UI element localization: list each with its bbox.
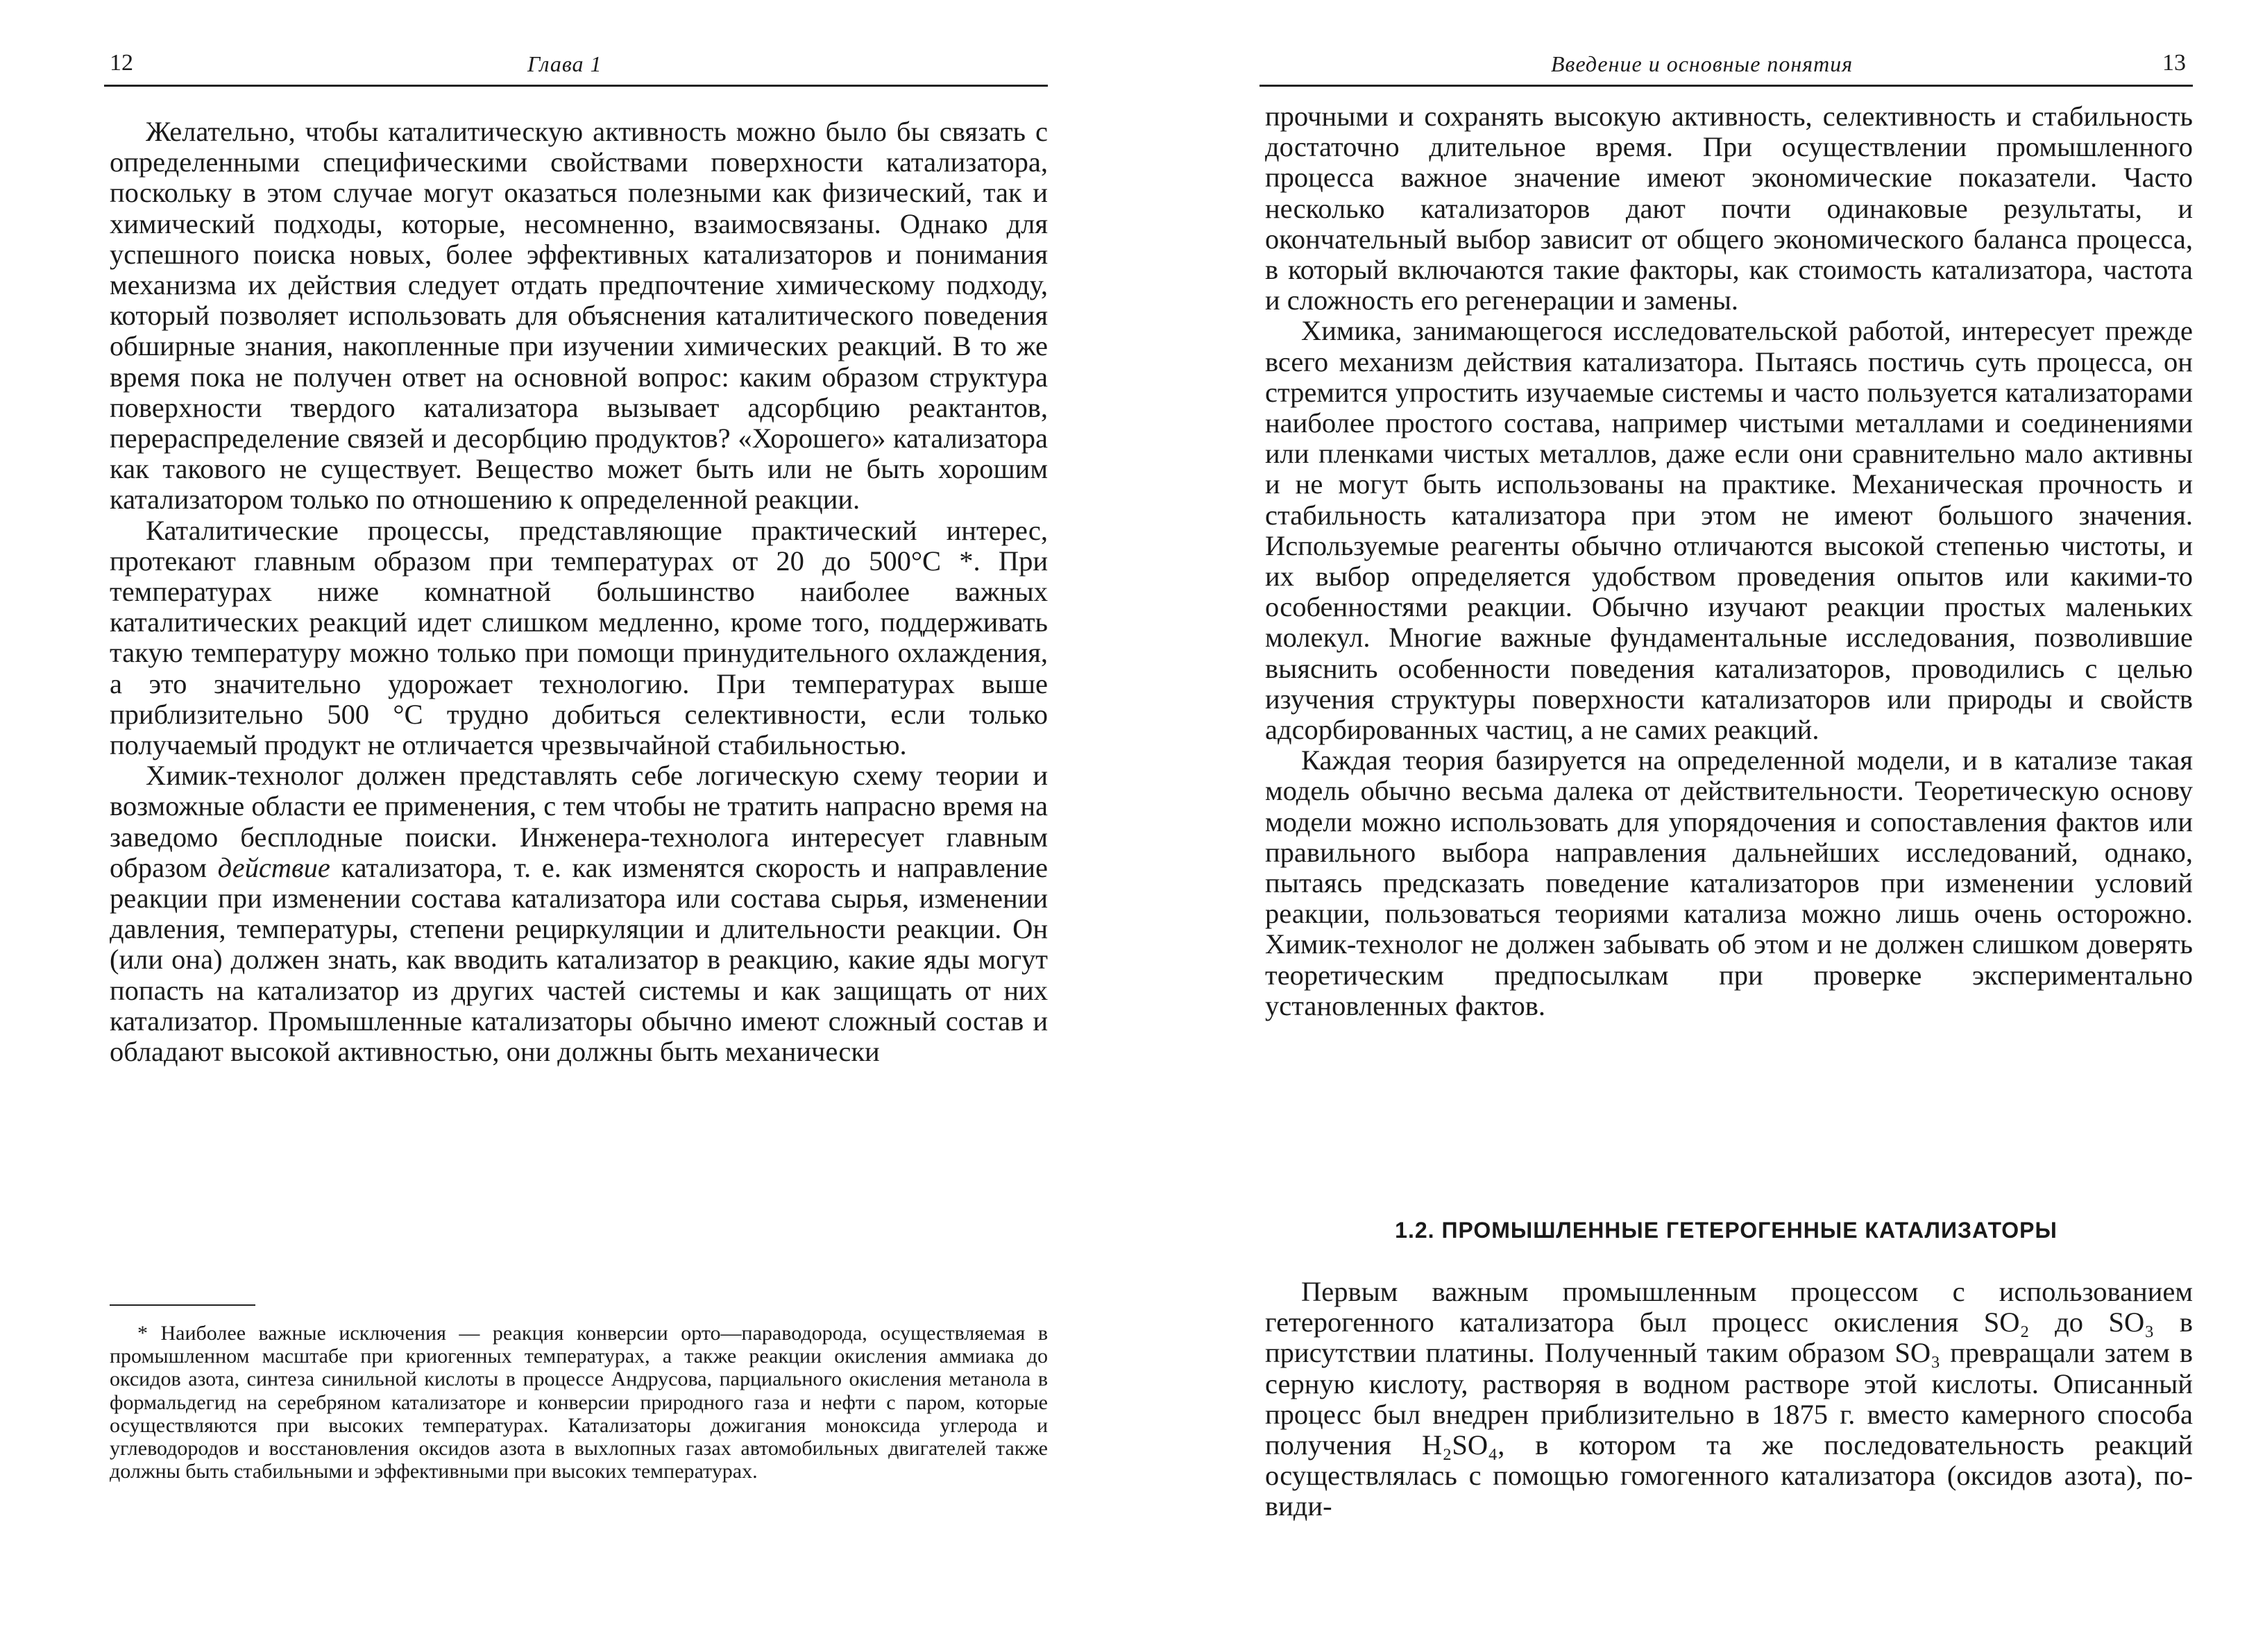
footnote-rule xyxy=(110,1304,255,1306)
right-running-head xyxy=(1259,43,2193,87)
left-paragraph-3 xyxy=(110,760,1048,1067)
right-paragraph-2: Химика, занимающегося исследовательской работой, интересует прежде всего механизм действия катализатора. Пытаясь постичь суть процесса, он стремится упростить изучаемые системы и часто пользуется катализаторами наиболее простого состава, например чистыми металлами и соединениями или пленками чистых металлов, даже если они сравнительно мало активны и не могут быть использованы на практике. Механическая прочность и стабильность катализатора при этом не имеют большого значения. Используемые реагенты обычно отличаются высокой степенью чистоты, и их выбор определяется удобством проведения опытов или какими-то особенностями реакции. Обычно изучают реакции простых маленьких молекул. Многие важные фундаментальные исследования, позволившие выяснить особенности поведения катализаторов, проводились с целью изучения структуры поверхности катализаторов или природы и свойств адсорбированных частиц, а не самих реакций. xyxy=(1265,315,2193,746)
right-page xyxy=(1259,0,2193,1652)
left-page-number: 12 xyxy=(110,50,133,76)
section-heading: 1.2. ПРОМЫШЛЕННЫЕ ГЕТЕРОГЕННЫЕ КАТАЛИЗАТОРЫ xyxy=(1395,1218,2058,1243)
left-page xyxy=(104,0,1048,1652)
right-paragraph-3: Каждая теория базируется на определенной модели, и в катализе такая модель обычно весьма далека от действительности. Теоретическую основу модели можно использовать для упорядочения и сопоставления фактов или правильного выбора направления дальнейших исследований, однако, пытаясь предсказать поведение катализаторов при изменении условий реакции, пользоваться теориями катализа можно лишь очень осторожно. Химик-технолог не должен забывать об этом и не должен слишком доверять теоретическим предпосылкам при проверке экспериментально установленных фактов. xyxy=(1265,744,2193,1021)
right-chapter-title: Введение и основные понятия xyxy=(1551,51,1853,76)
right-page-number: 13 xyxy=(2162,50,2186,76)
footnote xyxy=(110,1322,1048,1483)
right-paragraph-1: прочными и сохранять высокую активность, селективность и стабильность достаточно длительное время. При осуществлении промышленного процесса важное значение имеют экономические показатели. Часто несколько катализаторов дают почти одинаковые результаты, и окончательный выбор зависит от общего экономического баланса процесса, в который включаются такие факторы, как стоимость катализатора, частота и сложность его регенерации и замены. xyxy=(1265,101,2193,316)
left-running-head xyxy=(104,43,1048,87)
left-chapter-title: Глава 1 xyxy=(527,51,602,76)
left-paragraph-3-end: катализатора, т. е. как изменятся скорость и направление реакции при изменении состава катализатора или состава сырья, изменении давления, температуры, степени рециркуляции и длительности реакции. Он (или она) должен знать, как вводить катализатор в реакцию, какие яды могут попасть на катализатор из других частей системы и как защищать от них катализатор. Промышленные катализаторы обычно имеют сложный состав и обладают высокой активностью, они должны быть механически xyxy=(110,851,1049,1068)
emphasis-word: действие xyxy=(217,851,330,883)
footnote-text: * Наиболее важные исключения — реакция конверсии орто—параводорода, осуществляемая в промышленном масштабе при криогенных температурах, а также реакции окисления аммиака до оксидов азота, синтеза синильной кислоты в процессе Андрусова, парциального окисления метанола в формальдегид на серебряном катализаторе и конверсии природного газа и нефти с паром, которые осуществляются при высоких температурах. Катализаторы дожигания моноксида углерода и углеводородов и восстановления оксидов азота в выхлопных газах автомобильных двигателей также должны быть стабильными и эффективными при высоких температурах. xyxy=(110,1322,1048,1483)
left-body-text xyxy=(110,117,1048,1067)
section-paragraph: Первым важным промышленным процессом с использованием гетерогенного катализатора был процесс окисления SO₂ до SO₃ в присутствии платины. Полученный таким образом SO₃ превращали затем в серную кислоту, растворяя в водном растворе этой кислоты. Описанный процесс был внедрен приблизительно в 1875 г. вместо камерного способа получения H₂SO₄, в котором та же последовательность реакций осуществлялась с помощью гомогенного катализатора (оксидов азота), по-види- xyxy=(1265,1276,2193,1522)
left-paragraph-1: Желательно, чтобы каталитическую активность можно было бы связать с определенными специфическими свойствами поверхности катализатора, поскольку в этом случае могут оказаться полезными как физический, так и химический подходы, которые, несомненно, взаимосвязаны. Однако для успешного поиска новых, более эффективных катализаторов и понимания механизма их действия следует отдать предпочтение химическому подходу, который позволяет использовать для объяснения каталитического поведения обширные знания, накопленные при изучении химических реакций. В то же время пока не получен ответ на основной вопрос: каким образом структура поверхности твердого катализатора вызывает адсорбцию реактантов, перераспределение связей и десорбцию продуктов? «Хорошего» катализатора как такового не существует. Вещество может быть или не быть хорошим катализатором только по отношению к определенной реакции. xyxy=(110,116,1048,516)
left-paragraph-3-start: Химик-технолог должен представлять себе логическую схему теории и возможные области ее применения, с тем чтобы не тратить напрасно время на заведомо бесплодные поиски. Инженера-технолога интересует главным образом xyxy=(110,760,1048,883)
section-body xyxy=(1265,1277,2193,1522)
right-body-text xyxy=(1265,101,2193,1021)
left-paragraph-2: Каталитические процессы, представляющие практический интерес, протекают главным образом при температурах от 20 до 500°С *. При температурах ниже комнатной большинство наиболее важных каталитических реакций идет слишком медленно, кроме того, поддерживать такую температуру можно только при помощи принудительного охлаждения, а это значительно удорожает технологию. При температурах выше приблизительно 500 °С трудно добиться селективности, если только получаемый продукт не отличается чрезвычайной стабильностью. xyxy=(110,514,1048,761)
